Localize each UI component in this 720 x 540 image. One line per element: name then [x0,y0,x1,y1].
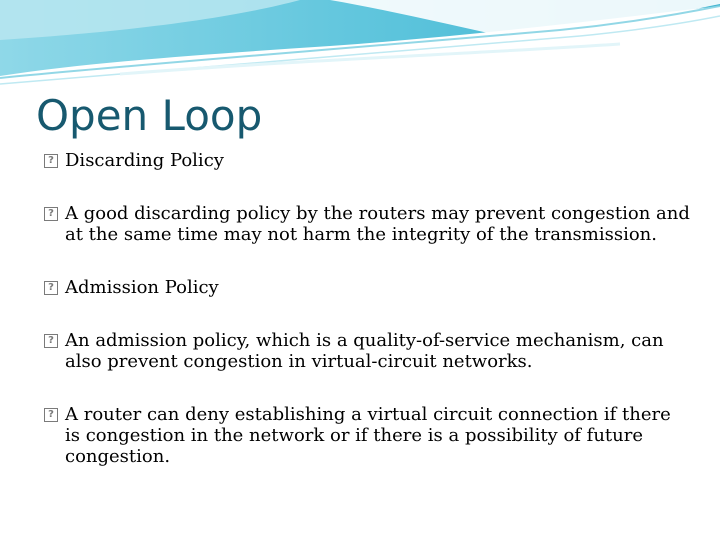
list-item [44,404,690,467]
missing-glyph-box-icon: ? [44,207,58,221]
slide-title: Open Loop [36,91,263,140]
list-item [44,203,690,245]
missing-glyph-box-icon: ? [44,408,58,422]
list-item [44,330,690,372]
decorative-header-banner [0,0,720,90]
bullet-text: A router can deny establishing a virtual circuit connection if there is congestion in the network or if there is a possibility of future congestion. [65,404,671,467]
missing-glyph-box-icon: ? [44,281,58,295]
bullet-text: An admission policy, which is a quality-of-service mechanism, can also prevent congestion in virtual-circuit networks. [65,330,664,372]
bullet-text: A good discarding policy by the routers may prevent congestion and at the same time may not harm the integrity of the transmission. [65,203,690,245]
list-item [44,150,690,171]
missing-glyph-box-icon: ? [44,334,58,348]
bullet-text: Discarding Policy [65,150,224,171]
missing-glyph-box-icon: ? [44,154,58,168]
bullet-text: Admission Policy [65,277,219,298]
list-item [44,277,690,298]
bullet-list [44,150,690,467]
